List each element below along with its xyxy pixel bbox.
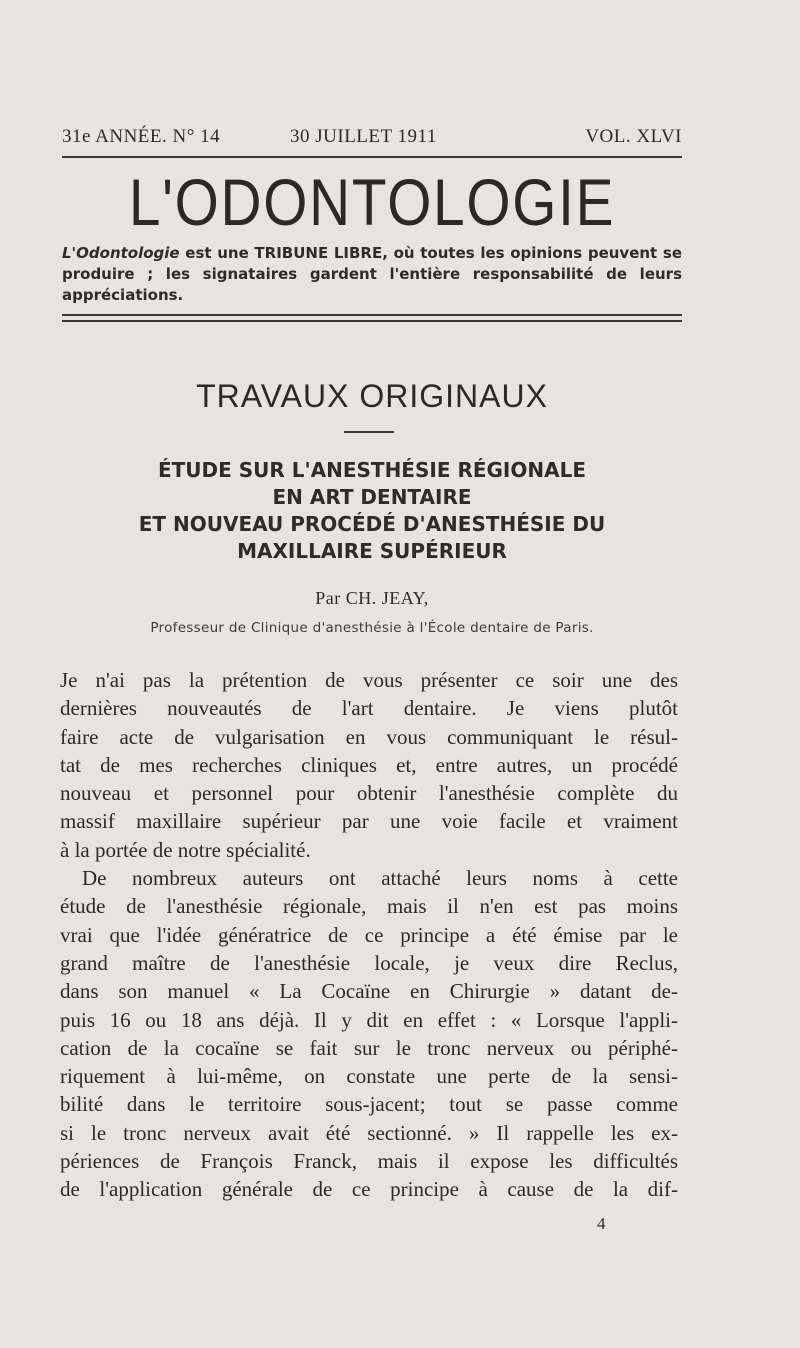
body-line: bilité dans le territoire sous-jacent; tout se passe comme <box>60 1092 678 1117</box>
body-line: tat de mes recherches cliniques et, entre autres, un procédé <box>60 752 678 777</box>
body-line: faire acte de vulgarisation en vous communiquant le résul- <box>60 724 678 749</box>
body-line: grand maître de l'anesthésie locale, je veux dire Reclus, <box>60 950 678 975</box>
article-title <box>62 457 682 565</box>
article-title-line: MAXILLAIRE SUPÉRIEUR <box>237 539 507 563</box>
tagline-journal-name: L'Odontologie <box>62 244 180 262</box>
body-line: De nombreux auteurs ont attaché leurs noms à cette <box>82 866 678 891</box>
article-title-line: ÉTUDE SUR L'ANESTHÉSIE RÉGIONALE <box>158 458 586 482</box>
body-line: si le tronc nerveux avait été sectionné. » Il rappelle les ex- <box>60 1120 678 1145</box>
tagline-text: est une TRIBUNE LIBRE, où toutes les opinions peuvent se produire ; les signataires gardent l'entière responsabilité de leurs appréciations. <box>62 244 682 304</box>
article-title-line: EN ART DENTAIRE <box>272 485 472 509</box>
body-line: de l'application générale de ce principe à cause de la dif- <box>60 1177 678 1202</box>
body-line: vrai que l'idée génératrice de ce principe a été émise par le <box>60 922 678 947</box>
volume-number: VOL. XLVI <box>585 126 682 147</box>
article-body <box>60 666 678 1204</box>
body-line: cation de la cocaïne se fait sur le tronc nerveux ou périphé- <box>60 1035 678 1060</box>
body-line: massif maxillaire supérieur par une voie facile et vraiment <box>60 809 678 834</box>
journal-tagline <box>62 243 682 306</box>
double-rule-upper <box>62 314 682 316</box>
body-line: à la portée de notre spécialité. <box>60 837 311 862</box>
header-rule <box>62 156 682 158</box>
article-author: Par CH. JEAY, <box>315 588 429 608</box>
body-line: dernières nouveautés de l'art dentaire. Je viens plutôt <box>60 696 678 721</box>
body-line: dans son manuel « La Cocaïne en Chirurgie » datant de- <box>60 979 678 1004</box>
body-line: riquement à lui-même, on constate une perte de la sensi- <box>60 1064 678 1089</box>
body-line: Je n'ai pas la prétention de vous présenter ce soir une des <box>60 668 678 692</box>
body-line: puis 16 ou 18 ans déjà. Il y dit en effet : « Lorsque l'appli- <box>60 1007 678 1032</box>
page-number: 4 <box>597 1214 606 1233</box>
body-line: périences de François Franck, mais il expose les difficultés <box>60 1149 678 1174</box>
author-affiliation: Professeur de Clinique d'anesthésie à l'École dentaire de Paris. <box>150 620 594 636</box>
body-line: étude de l'anesthésie régionale, mais il n'en est pas moins <box>60 894 678 919</box>
issue-date: 30 JUILLET 1911 <box>290 126 437 147</box>
section-divider <box>344 431 394 433</box>
journal-title: L'ODONTOLOGIE <box>128 165 616 239</box>
issue-number: 31e ANNÉE. N° 14 <box>62 126 221 147</box>
article-title-line: ET NOUVEAU PROCÉDÉ D'ANESTHÉSIE DU <box>138 512 606 536</box>
section-title: TRAVAUX ORIGINAUX <box>196 378 548 414</box>
body-line: nouveau et personnel pour obtenir l'anesthésie complète du <box>60 781 678 806</box>
double-rule-lower <box>62 320 682 322</box>
running-header <box>62 126 682 150</box>
